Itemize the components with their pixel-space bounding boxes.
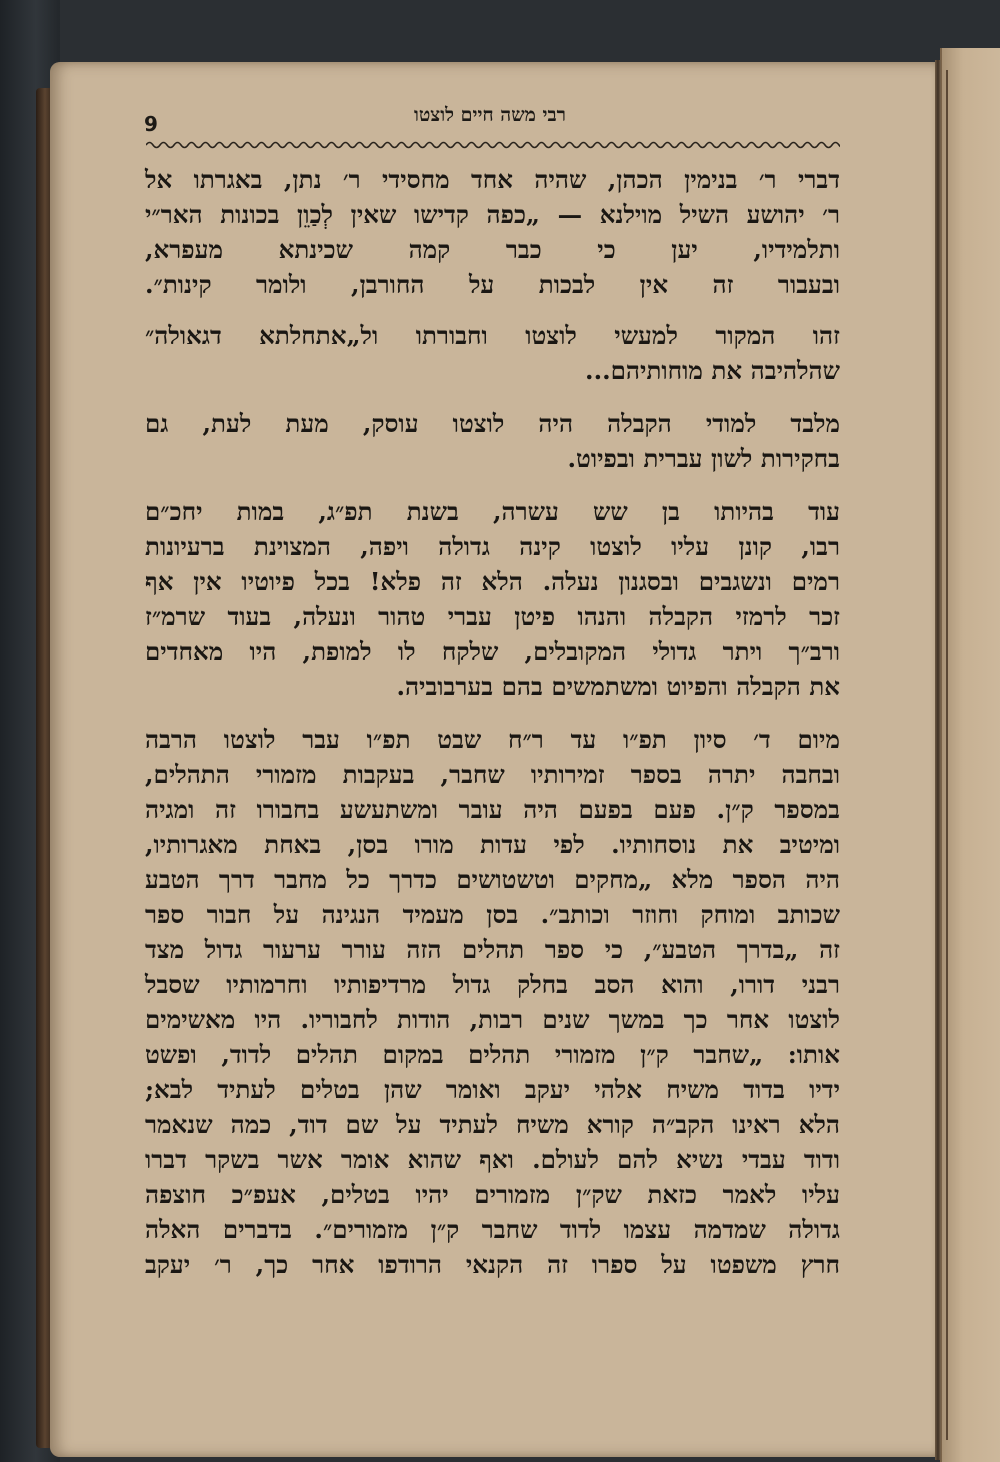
paragraph-4 bbox=[145, 494, 840, 704]
text-line: רבני דורו, והוא הסב בחלק גדול מרדיפותיו וחרמותיו שסבל bbox=[145, 970, 840, 999]
page-number: 9 bbox=[144, 112, 158, 136]
text-line: ודוד עבדי נשיא להם לעולם. ואף שהוא אומר אשר בשקר דברו bbox=[145, 1145, 840, 1174]
text-line: מיום ד׳ סיון תפ״ו עד ר״ח שבט תפ״ו עבר לוצטו הרבה bbox=[145, 725, 840, 754]
text-line: גדולה שמדמה עצמו לדוד שחבר ק״ן מזמורים״. בדברים האלה bbox=[145, 1215, 840, 1244]
text-line: זה „בדרך הטבע״, כי ספר תהלים הזה עורר ערעור גדול מצד bbox=[145, 935, 840, 964]
text-line: חרץ משפטו על ספרו זה הקנאי הרודפו אחר כך, ר׳ יעקב bbox=[145, 1250, 840, 1279]
text-line: במספר ק״ן. פעם בפעם היה עובר ומשתעשע בחבורו זה ומגיה bbox=[145, 795, 840, 824]
text-line: אותו: „שחבר ק״ן מזמורי תהלים במקום תהלים לדוד, ופשט bbox=[145, 1040, 840, 1069]
text-line: את הקבלה והפיוט ומשתמשים בהם בערבוביה. bbox=[396, 672, 840, 701]
text-line: שכותב ומוחק וחוזר וכותב״. בסן מעמיד הנגינה על חבור ספר bbox=[145, 900, 840, 929]
text-line: ובעבור זה אין לבכות על החורבן, ולומר קינות״. bbox=[145, 270, 840, 299]
paragraph-3 bbox=[145, 406, 840, 476]
text-line: לוצטו אחר כך במשך שנים רבות, הודות לחבוריו. היו מאשימים bbox=[145, 1005, 840, 1034]
paragraph-1 bbox=[145, 162, 840, 302]
text-line: ורב״ך ויתר גדולי המקובלים, שלקח לו למופת, היו מאחדים bbox=[145, 637, 840, 666]
facing-page-edge bbox=[940, 48, 1000, 1462]
page-gutter-line bbox=[946, 70, 948, 1440]
page-gutter bbox=[935, 60, 941, 1460]
text-line: זכר לרמזי הקבלה והנהו פיטן עברי טהור ונעלה, בעוד שרמ״ז bbox=[145, 602, 840, 631]
text-line: ובחבה יתרה בספר זמירותיו שחבר, בעקבות מזמורי התהלים, bbox=[145, 760, 840, 789]
text-line: דברי ר׳ בנימין הכהן, שהיה אחד מחסידי ר׳ נתן, באגרתו אל bbox=[145, 165, 840, 194]
text-line: רמים ונשגבים ובסגנון נעלה. הלא זה פלא! בכל פיוטיו אין אף bbox=[145, 567, 840, 596]
page-header bbox=[140, 104, 840, 140]
body-text bbox=[145, 162, 840, 1300]
text-line: רבו, קונן עליו לוצטו קינה גדולה ויפה, המצוינת ברעיונות bbox=[145, 532, 840, 561]
text-line: ותלמידיו, יען כי כבר קמה שכינתא מעפרא, bbox=[145, 235, 840, 264]
text-line: ר׳ יהושע השיל מוילנא — „כפה קדישו שאין לְכַוֵן בכונות האר״י bbox=[145, 200, 840, 229]
paragraph-5 bbox=[145, 722, 840, 1282]
decorative-wave-rule bbox=[146, 138, 840, 152]
running-title: רבי משה חיים לוצטו bbox=[413, 104, 567, 126]
text-line: בחקירות לשון עברית ובפיוט. bbox=[567, 444, 840, 473]
text-line: שהלהיבה את מוחותיהם... bbox=[585, 356, 840, 385]
text-line: עוד בהיותו בן שש עשרה, בשנת תפ״ג, במות יחכ״ם bbox=[145, 497, 840, 526]
text-line: ידיו בדוד משיח אלהי יעקב ואומר שהן בטלים לעתיד לבא; bbox=[145, 1075, 840, 1104]
text-line: זהו המקור למעשי לוצטו וחבורתו ול„אתחלתא דגאולה״ bbox=[145, 321, 840, 350]
text-line: ומיטיב את נוסחותיו. לפי עדות מורו בסן, באחת מאגרותיו, bbox=[145, 830, 840, 859]
text-line: היה הספר מלא „מחקים וטשטושים כדרך כל מחבר דרך הטבע bbox=[145, 865, 840, 894]
text-line: מלבד למודי הקבלה היה לוצטו עוסק, מעת לעת, גם bbox=[145, 409, 840, 438]
text-line: הלא ראינו הקב״ה קורא משיח לעתיד על שם דוד, כמה שנאמר bbox=[145, 1110, 840, 1139]
text-line: עליו לאמר כזאת שק״ן מזמורים יהיו בטלים, אעפ״כ חוצפה bbox=[145, 1180, 840, 1209]
paragraph-2 bbox=[145, 318, 840, 388]
